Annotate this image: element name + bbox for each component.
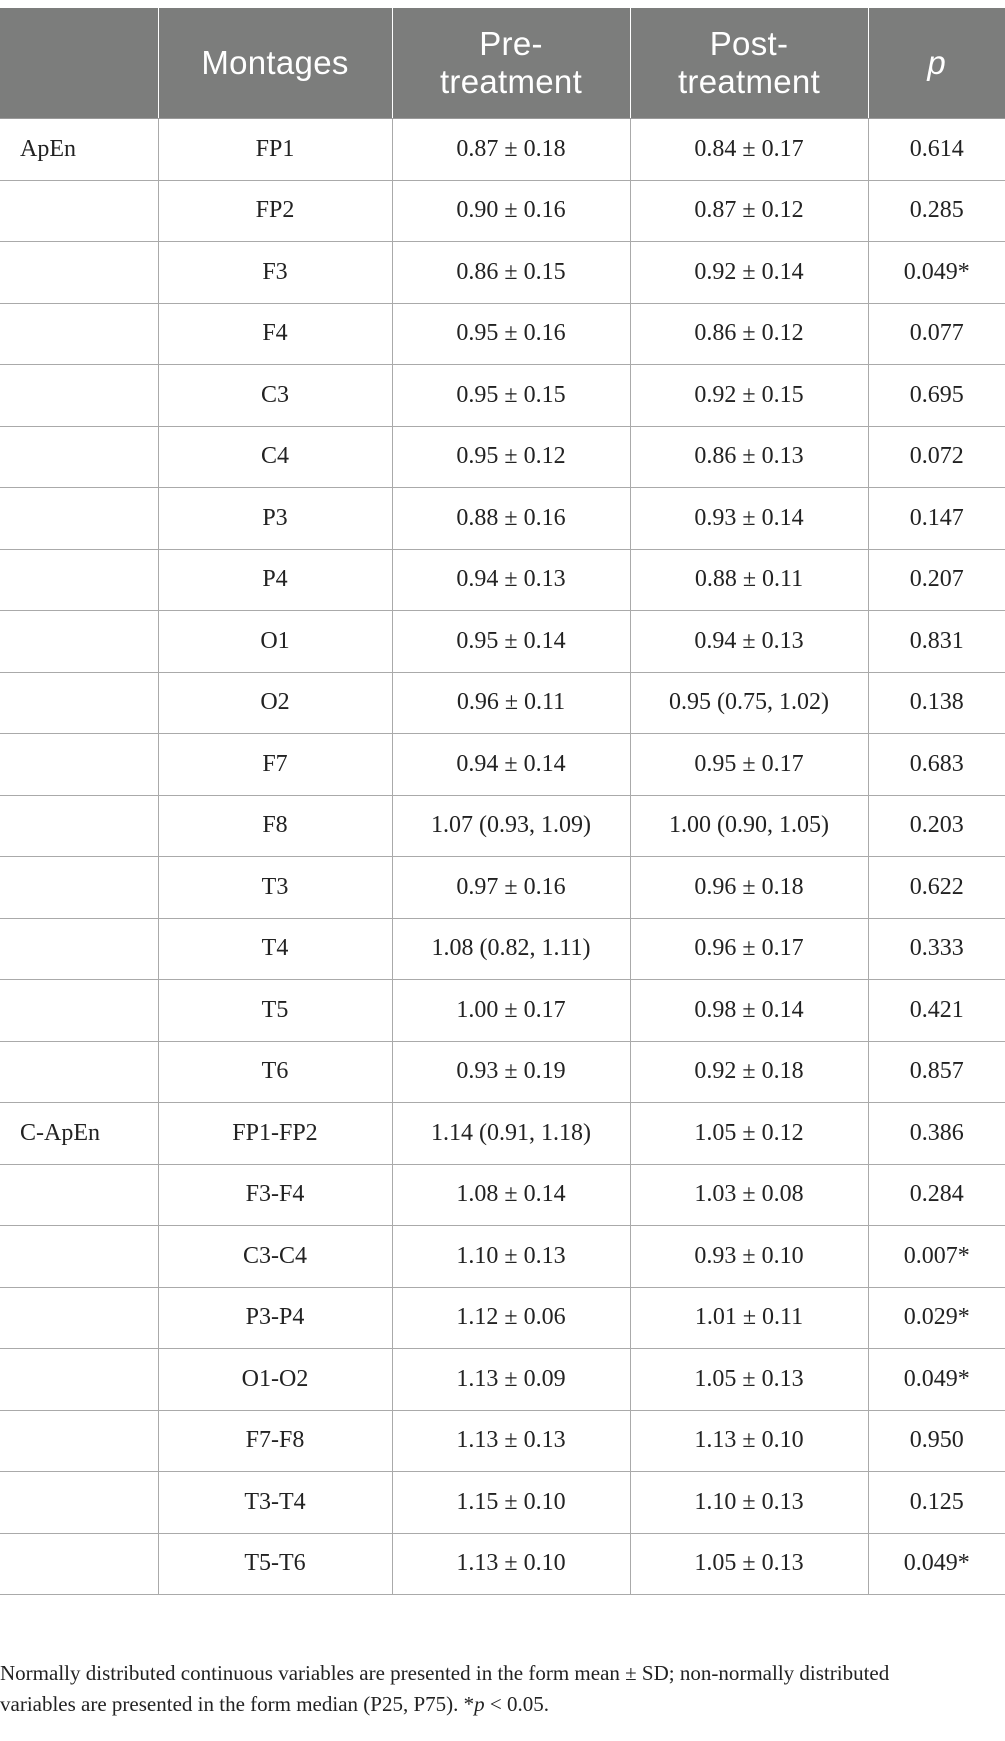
montage-cell: F3 (158, 242, 392, 304)
group-cell (0, 795, 158, 857)
montage-cell: P3 (158, 488, 392, 550)
table-row (0, 1349, 1005, 1411)
pre-treatment-cell: 1.13 ± 0.10 (392, 1533, 630, 1595)
pre-treatment-cell: 1.10 ± 0.13 (392, 1226, 630, 1288)
p-value-cell: 0.049* (868, 242, 1005, 304)
pre-treatment-cell: 0.88 ± 0.16 (392, 488, 630, 550)
p-value-header: p (868, 8, 1005, 119)
p-value-cell: 0.207 (868, 549, 1005, 611)
pre-treatment-cell: 1.07 (0.93, 1.09) (392, 795, 630, 857)
p-value-cell: 0.683 (868, 734, 1005, 796)
group-cell (0, 672, 158, 734)
montage-cell: FP1 (158, 119, 392, 181)
pre-treatment-cell: 1.08 (0.82, 1.11) (392, 918, 630, 980)
table-row (0, 1472, 1005, 1534)
table-body (0, 119, 1005, 1595)
montage-cell: F3-F4 (158, 1164, 392, 1226)
table-row (0, 734, 1005, 796)
p-value-cell: 0.857 (868, 1041, 1005, 1103)
group-cell (0, 303, 158, 365)
table-row (0, 488, 1005, 550)
table-container (0, 8, 1005, 1595)
pre-treatment-cell: 1.14 (0.91, 1.18) (392, 1103, 630, 1165)
pre-treatment-cell: 1.13 ± 0.09 (392, 1349, 630, 1411)
pre-treatment-cell: 0.94 ± 0.14 (392, 734, 630, 796)
montage-cell: T3 (158, 857, 392, 919)
post-treatment-cell: 0.86 ± 0.13 (630, 426, 868, 488)
header-row (0, 8, 1005, 119)
post-treatment-header: Post- treatment (630, 8, 868, 119)
pre-treatment-cell: 0.96 ± 0.11 (392, 672, 630, 734)
post-treatment-cell: 1.00 (0.90, 1.05) (630, 795, 868, 857)
p-value-cell: 0.029* (868, 1287, 1005, 1349)
post-treatment-cell: 1.01 ± 0.11 (630, 1287, 868, 1349)
post-treatment-cell: 0.87 ± 0.12 (630, 180, 868, 242)
pre-treatment-cell: 1.12 ± 0.06 (392, 1287, 630, 1349)
group-cell: C-ApEn (0, 1103, 158, 1165)
montage-cell: C3-C4 (158, 1226, 392, 1288)
montage-cell: O1-O2 (158, 1349, 392, 1411)
p-value-cell: 0.285 (868, 180, 1005, 242)
table-row (0, 1226, 1005, 1288)
pre-treatment-cell: 0.95 ± 0.12 (392, 426, 630, 488)
post-treatment-cell: 0.95 ± 0.17 (630, 734, 868, 796)
p-value-cell: 0.421 (868, 980, 1005, 1042)
post-treatment-cell: 0.95 (0.75, 1.02) (630, 672, 868, 734)
group-cell (0, 734, 158, 796)
pre-treatment-cell: 1.00 ± 0.17 (392, 980, 630, 1042)
group-cell (0, 1349, 158, 1411)
post-treatment-cell: 1.13 ± 0.10 (630, 1410, 868, 1472)
footnote-p-symbol: p (474, 1692, 485, 1716)
group-cell (0, 180, 158, 242)
table-row (0, 1287, 1005, 1349)
p-value-cell: 0.138 (868, 672, 1005, 734)
pre-treatment-cell: 0.95 ± 0.16 (392, 303, 630, 365)
group-cell (0, 1410, 158, 1472)
post-treatment-cell: 0.93 ± 0.10 (630, 1226, 868, 1288)
pre-treatment-cell: 0.95 ± 0.14 (392, 611, 630, 673)
group-cell (0, 488, 158, 550)
post-treatment-cell: 0.98 ± 0.14 (630, 980, 868, 1042)
p-value-cell: 0.147 (868, 488, 1005, 550)
group-cell (0, 242, 158, 304)
post-treatment-cell: 0.92 ± 0.15 (630, 365, 868, 427)
table-row (0, 1410, 1005, 1472)
montage-cell: T6 (158, 1041, 392, 1103)
table-row (0, 1041, 1005, 1103)
post-treatment-cell: 0.84 ± 0.17 (630, 119, 868, 181)
pre-treatment-cell: 0.95 ± 0.15 (392, 365, 630, 427)
p-value-cell: 0.622 (868, 857, 1005, 919)
p-value-cell: 0.333 (868, 918, 1005, 980)
group-cell (0, 1287, 158, 1349)
post-treatment-cell: 0.86 ± 0.12 (630, 303, 868, 365)
pre-treatment-cell: 1.15 ± 0.10 (392, 1472, 630, 1534)
pre-treatment-cell: 0.90 ± 0.16 (392, 180, 630, 242)
montage-cell: O1 (158, 611, 392, 673)
post-treatment-cell: 1.05 ± 0.12 (630, 1103, 868, 1165)
montages-header: Montages (158, 8, 392, 119)
p-value-cell: 0.386 (868, 1103, 1005, 1165)
montage-cell: T4 (158, 918, 392, 980)
footnote-threshold: < 0.05. (484, 1692, 549, 1716)
pre-treatment-cell: 0.94 ± 0.13 (392, 549, 630, 611)
pre-treatment-cell: 1.13 ± 0.13 (392, 1410, 630, 1472)
table-row (0, 242, 1005, 304)
group-cell (0, 1041, 158, 1103)
footnote-text: Normally distributed continuous variables are presented in the form mean ± SD; non-normally distributed variables are presented in the form median (P25, P75). * (0, 1661, 890, 1716)
pre-treatment-cell: 0.87 ± 0.18 (392, 119, 630, 181)
post-treatment-cell: 0.96 ± 0.17 (630, 918, 868, 980)
table-row (0, 918, 1005, 980)
table-row (0, 1164, 1005, 1226)
montage-cell: C3 (158, 365, 392, 427)
p-value-cell: 0.695 (868, 365, 1005, 427)
pre-treatment-header: Pre- treatment (392, 8, 630, 119)
group-cell: ApEn (0, 119, 158, 181)
pre-treatment-cell: 0.93 ± 0.19 (392, 1041, 630, 1103)
table-row (0, 795, 1005, 857)
post-treatment-cell: 1.03 ± 0.08 (630, 1164, 868, 1226)
table-row (0, 672, 1005, 734)
montage-cell: F8 (158, 795, 392, 857)
p-value-cell: 0.049* (868, 1349, 1005, 1411)
table-row (0, 119, 1005, 181)
group-cell (0, 426, 158, 488)
table-footnote (0, 1658, 960, 1720)
table-row (0, 426, 1005, 488)
pre-treatment-cell: 1.08 ± 0.14 (392, 1164, 630, 1226)
montage-cell: T5-T6 (158, 1533, 392, 1595)
p-value-cell: 0.049* (868, 1533, 1005, 1595)
group-cell (0, 918, 158, 980)
group-cell (0, 365, 158, 427)
p-value-cell: 0.077 (868, 303, 1005, 365)
post-treatment-cell: 0.96 ± 0.18 (630, 857, 868, 919)
table-row (0, 857, 1005, 919)
table-row (0, 1103, 1005, 1165)
group-cell (0, 611, 158, 673)
p-value-cell: 0.203 (868, 795, 1005, 857)
table-row (0, 180, 1005, 242)
montage-cell: C4 (158, 426, 392, 488)
table-row (0, 549, 1005, 611)
post-treatment-cell: 1.05 ± 0.13 (630, 1349, 868, 1411)
table-row (0, 1533, 1005, 1595)
group-header (0, 8, 158, 119)
montage-cell: F7 (158, 734, 392, 796)
montage-cell: P4 (158, 549, 392, 611)
group-cell (0, 1164, 158, 1226)
post-treatment-cell: 0.93 ± 0.14 (630, 488, 868, 550)
p-value-cell: 0.007* (868, 1226, 1005, 1288)
p-value-cell: 0.125 (868, 1472, 1005, 1534)
pre-treatment-cell: 0.86 ± 0.15 (392, 242, 630, 304)
results-table (0, 8, 1005, 1595)
p-value-cell: 0.950 (868, 1410, 1005, 1472)
post-treatment-cell: 0.88 ± 0.11 (630, 549, 868, 611)
post-treatment-cell: 1.05 ± 0.13 (630, 1533, 868, 1595)
post-treatment-cell: 1.10 ± 0.13 (630, 1472, 868, 1534)
group-cell (0, 980, 158, 1042)
p-value-cell: 0.831 (868, 611, 1005, 673)
montage-cell: FP2 (158, 180, 392, 242)
post-treatment-cell: 0.92 ± 0.18 (630, 1041, 868, 1103)
montage-cell: F7-F8 (158, 1410, 392, 1472)
montage-cell: P3-P4 (158, 1287, 392, 1349)
table-row (0, 365, 1005, 427)
post-treatment-cell: 0.94 ± 0.13 (630, 611, 868, 673)
table-row (0, 611, 1005, 673)
montage-cell: F4 (158, 303, 392, 365)
group-cell (0, 549, 158, 611)
p-value-cell: 0.072 (868, 426, 1005, 488)
group-cell (0, 1226, 158, 1288)
table-row (0, 980, 1005, 1042)
montage-cell: O2 (158, 672, 392, 734)
group-cell (0, 1472, 158, 1534)
table-row (0, 303, 1005, 365)
p-value-cell: 0.284 (868, 1164, 1005, 1226)
group-cell (0, 1533, 158, 1595)
post-treatment-cell: 0.92 ± 0.14 (630, 242, 868, 304)
montage-cell: T5 (158, 980, 392, 1042)
montage-cell: FP1-FP2 (158, 1103, 392, 1165)
group-cell (0, 857, 158, 919)
montage-cell: T3-T4 (158, 1472, 392, 1534)
p-value-cell: 0.614 (868, 119, 1005, 181)
pre-treatment-cell: 0.97 ± 0.16 (392, 857, 630, 919)
